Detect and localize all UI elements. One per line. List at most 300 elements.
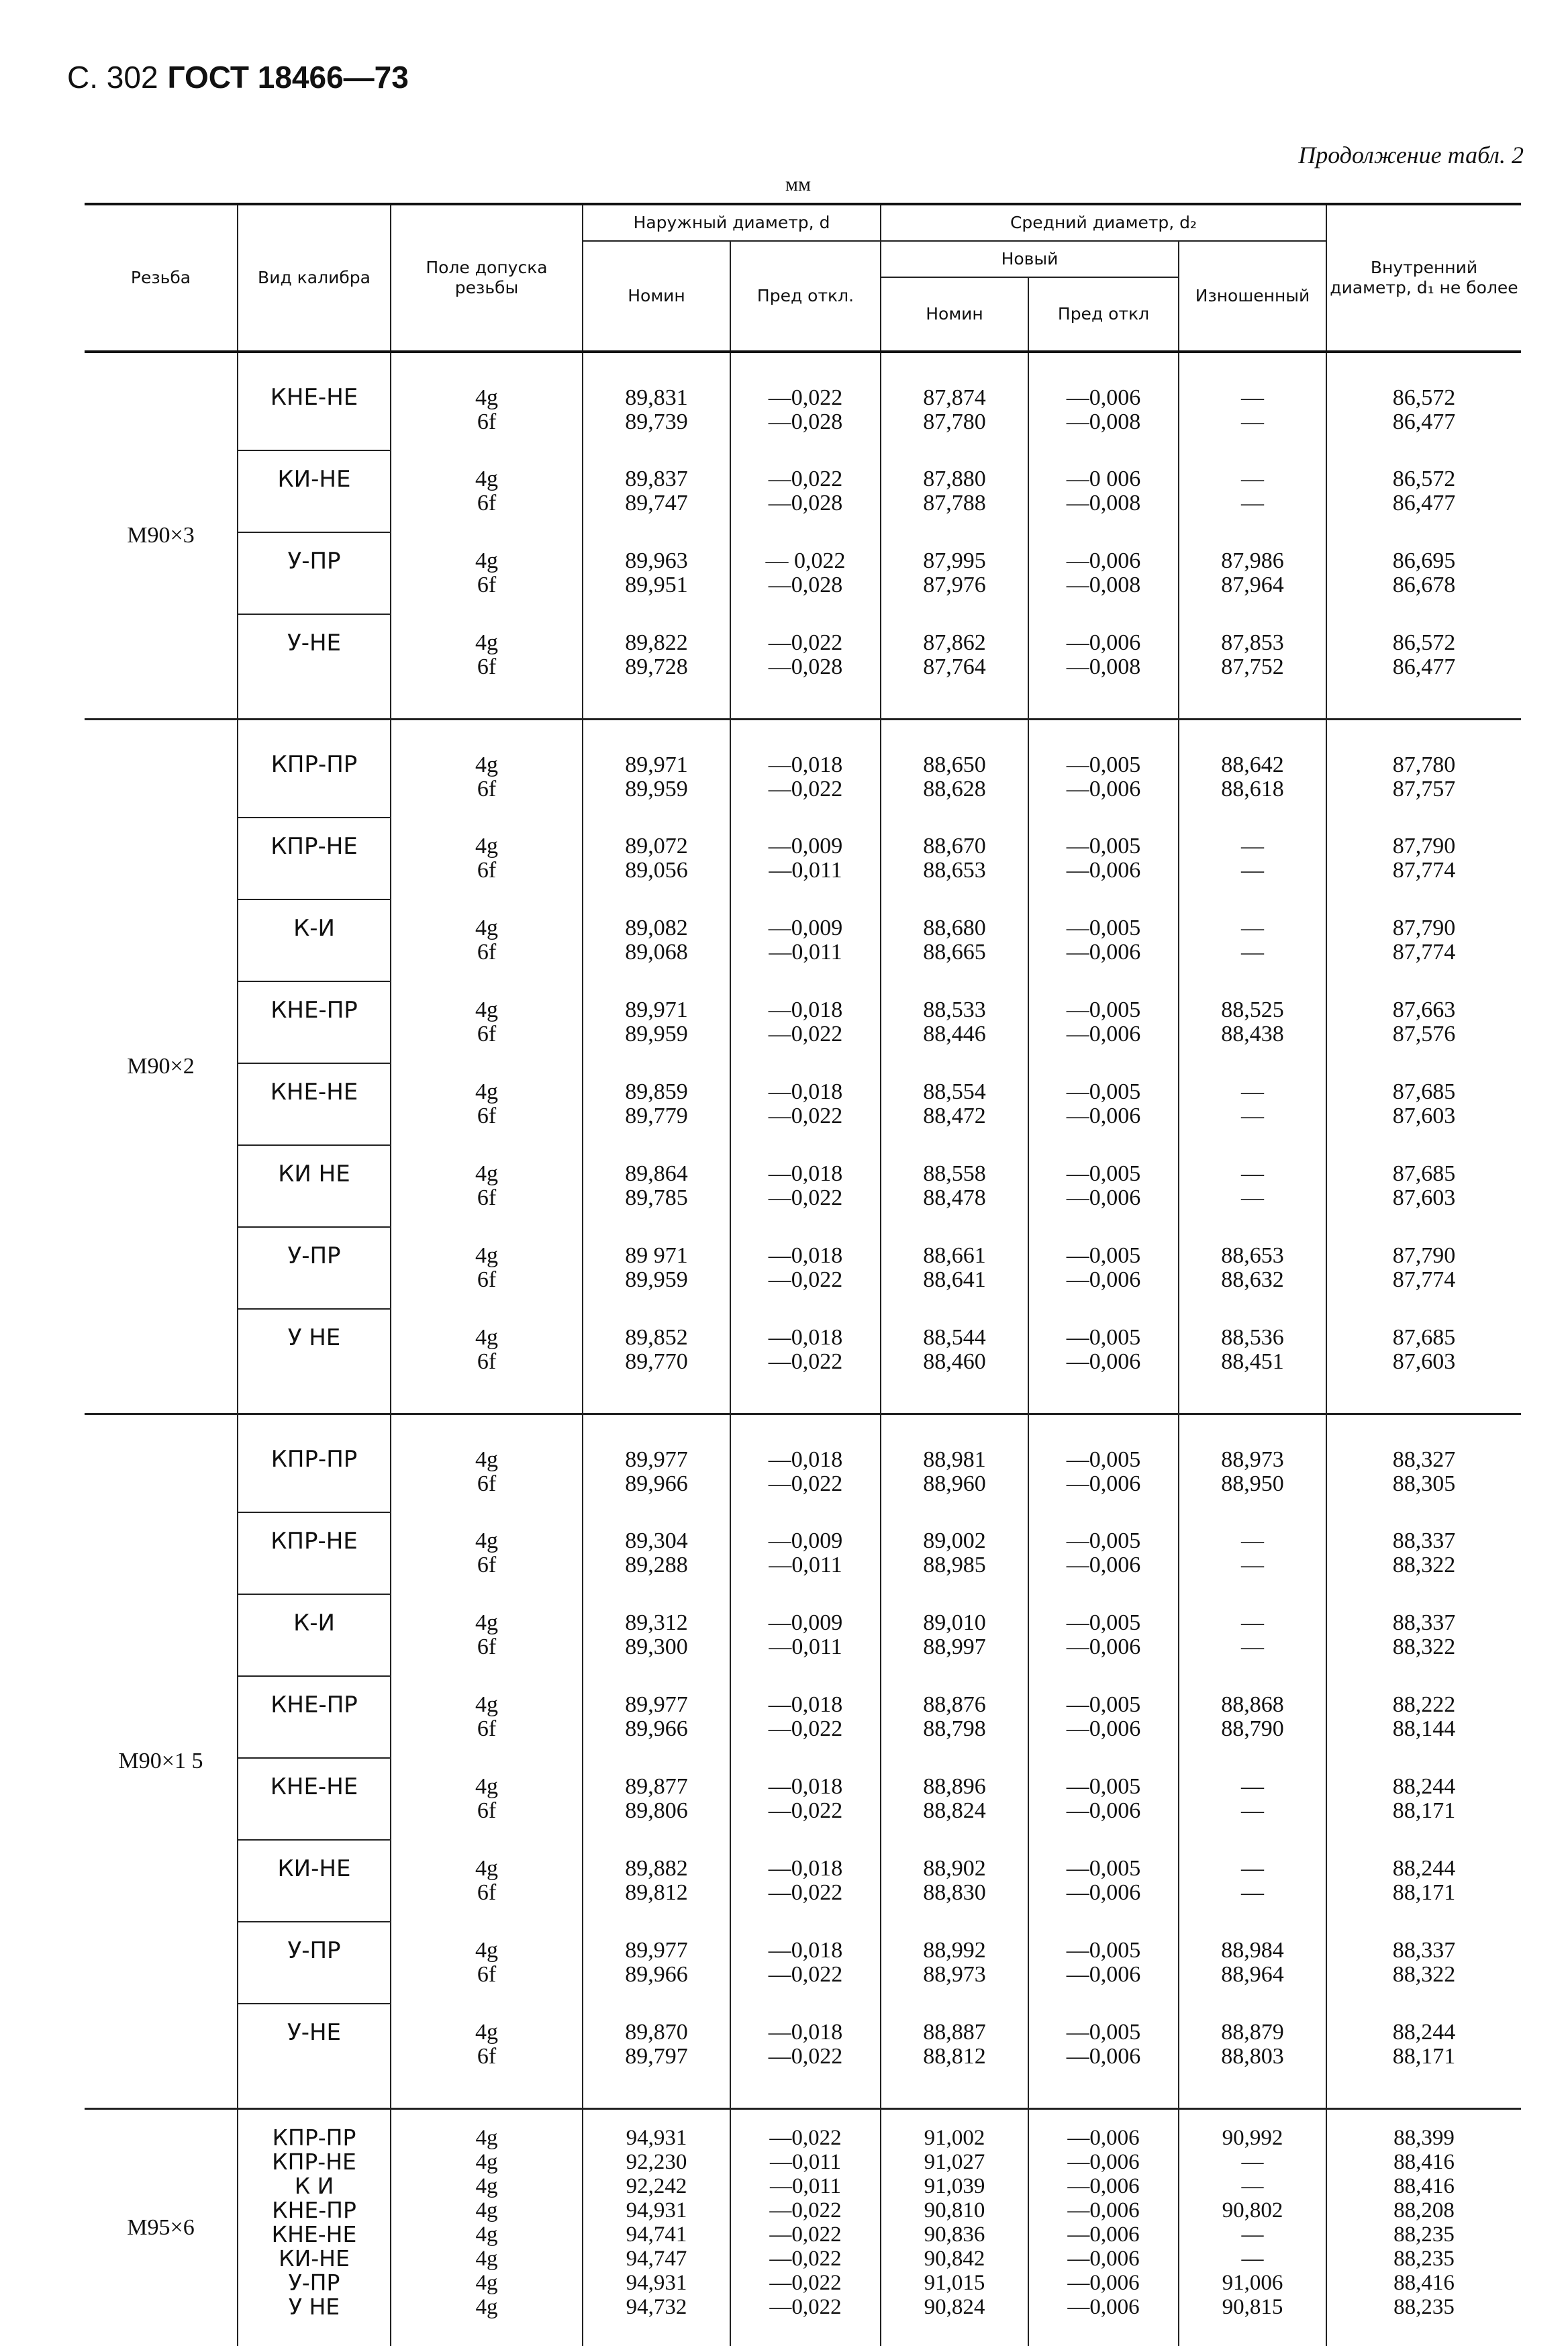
- inner-diameter-value: 88,171: [1393, 1798, 1456, 1823]
- inner-diameter-value: 88,416: [1393, 2174, 1455, 2198]
- mid-deviation-cell: [1028, 2271, 1179, 2295]
- inner-diameter-value: 88,337: [1393, 1938, 1456, 1963]
- outer-nominal-value: 89,072: [625, 834, 688, 859]
- inner-diameter-value: 86,695: [1393, 548, 1456, 573]
- mid-worn-value: —: [1241, 409, 1264, 434]
- mid-worn-cell: [1179, 1758, 1326, 1840]
- table-continuation-label: Продолжение табл. 2: [1298, 141, 1524, 169]
- gauge-type: КИ-НЕ: [238, 2247, 391, 2271]
- mid-worn-value: 88,984: [1221, 1938, 1284, 1963]
- mid-nominal-cell: [881, 2004, 1028, 2085]
- mid-deviation-value: —0,006: [1067, 630, 1141, 655]
- gauge-type: У НЕ: [238, 1309, 391, 1390]
- outer-nominal-value: 89,971: [625, 752, 688, 777]
- mid-deviation-value: —0,005: [1067, 997, 1141, 1022]
- inner-diameter-value: 88,322: [1393, 1553, 1456, 1577]
- mid-deviation-value: —0,005: [1067, 2020, 1141, 2045]
- outer-nominal-value: 89,959: [625, 1267, 688, 1292]
- mid-worn-cell: [1179, 1512, 1326, 1594]
- mid-deviation-value: —0,005: [1067, 834, 1141, 859]
- mid-worn-cell: [1179, 1431, 1326, 1512]
- inner-diameter-value: 88,322: [1393, 1962, 1456, 1987]
- tolerance-cell: [391, 818, 583, 899]
- outer-deviation-value: —0,018: [769, 997, 843, 1022]
- inner-diameter-cell: [1326, 1758, 1521, 1840]
- outer-deviation-cell: [730, 2271, 881, 2295]
- outer-nominal-value: 89,966: [625, 1716, 688, 1741]
- tolerance-value: 4g: [475, 916, 498, 940]
- outer-nominal-value: 89,977: [625, 1692, 688, 1717]
- table-row: [85, 1594, 1521, 1676]
- mid-deviation-value: —0,006: [1067, 2247, 1139, 2271]
- tolerance-value: 6f: [477, 1185, 496, 1210]
- mid-nominal-value: 88,824: [923, 1798, 986, 1823]
- tolerance-cell: [391, 614, 583, 695]
- outer-deviation-value: —0,028: [769, 409, 843, 434]
- mid-deviation-cell: [1028, 1922, 1179, 2004]
- mid-worn-value: 88,950: [1221, 1471, 1284, 1496]
- tolerance-value: 6f: [477, 1880, 496, 1905]
- tolerance-value: 6f: [477, 1716, 496, 1741]
- outer-nominal-value: 89,785: [625, 1185, 688, 1210]
- mid-nominal-cell: [881, 2150, 1028, 2174]
- mid-nominal-value: 91,002: [924, 2126, 985, 2150]
- outer-nominal-value: 89,288: [625, 1553, 688, 1577]
- inner-diameter-value: 87,685: [1393, 1079, 1456, 1104]
- thread-group: [85, 2109, 1521, 2346]
- mid-nominal-value: 88,472: [923, 1104, 986, 1128]
- inner-diameter-cell: [1326, 2271, 1521, 2295]
- mid-worn-cell: [1179, 1840, 1326, 1922]
- outer-nominal-value: 89,822: [625, 630, 688, 655]
- gauge-type: КНЕ-НЕ: [238, 1758, 391, 1840]
- outer-nominal-cell: [583, 736, 730, 818]
- tolerance-value: 4g: [476, 2198, 498, 2222]
- mid-worn-value: 88,525: [1221, 997, 1284, 1022]
- mid-nominal-value: 88,902: [923, 1856, 986, 1881]
- header-inner-diameter: Внутренний диаметр, d₁ не более: [1326, 204, 1521, 352]
- outer-nominal-value: 89,959: [625, 1022, 688, 1046]
- outer-deviation-value: —0,022: [769, 467, 843, 491]
- mid-worn-value: —: [1241, 1185, 1264, 1210]
- outer-nominal-cell: [583, 1922, 730, 2004]
- inner-diameter-cell: [1326, 1309, 1521, 1390]
- tolerance-value: 4g: [475, 1243, 498, 1268]
- mid-nominal-cell: [881, 1676, 1028, 1758]
- tolerance-value: 6f: [477, 409, 496, 434]
- mid-deviation-cell: [1028, 818, 1179, 899]
- tolerance-cell: [391, 1840, 583, 1922]
- mid-nominal-value: 87,764: [923, 654, 986, 679]
- mid-deviation-value: —0,005: [1067, 1447, 1141, 1472]
- outer-nominal-value: 89,739: [625, 409, 688, 434]
- inner-diameter-value: 87,774: [1393, 1267, 1456, 1292]
- mid-deviation-cell: [1028, 1145, 1179, 1227]
- mid-worn-cell: [1179, 1063, 1326, 1145]
- outer-deviation-cell: [730, 2247, 881, 2271]
- tolerance-cell: [391, 2247, 583, 2271]
- table-row: [85, 2247, 1521, 2271]
- outer-deviation-cell: [730, 369, 881, 450]
- outer-nominal-value: 89,966: [625, 1471, 688, 1496]
- inner-diameter-cell: [1326, 818, 1521, 899]
- table-row: [85, 2126, 1521, 2150]
- outer-deviation-value: —0,011: [769, 858, 842, 883]
- mid-worn-value: 87,964: [1221, 573, 1284, 597]
- outer-nominal-cell: [583, 1145, 730, 1227]
- tolerance-value: 4g: [476, 2150, 498, 2174]
- mid-nominal-cell: [881, 1145, 1028, 1227]
- mid-deviation-value: —0,006: [1067, 1022, 1141, 1046]
- mid-worn-value: 88,653: [1221, 1243, 1284, 1268]
- mid-deviation-cell: [1028, 532, 1179, 614]
- inner-diameter-cell: [1326, 2126, 1521, 2150]
- inner-diameter-value: 87,790: [1393, 834, 1456, 859]
- thread-designation: M90×2: [85, 720, 238, 1414]
- outer-nominal-cell: [583, 2126, 730, 2150]
- table-row: [85, 1758, 1521, 1840]
- mid-deviation-value: —0,006: [1067, 2295, 1139, 2319]
- outer-deviation-cell: [730, 899, 881, 981]
- mid-worn-value: —: [1241, 1634, 1264, 1659]
- outer-nominal-value: 89,056: [625, 858, 688, 883]
- table-row: [85, 2295, 1521, 2319]
- table-row: [85, 2198, 1521, 2222]
- outer-nominal-value: 92,242: [626, 2174, 687, 2198]
- mid-worn-value: 87,853: [1221, 630, 1284, 655]
- mid-worn-cell: [1179, 1594, 1326, 1676]
- mid-deviation-value: —0,005: [1067, 916, 1141, 940]
- inner-diameter-value: 88,171: [1393, 1880, 1456, 1905]
- mid-nominal-value: 88,558: [923, 1161, 986, 1186]
- mid-nominal-value: 88,830: [923, 1880, 986, 1905]
- outer-deviation-value: —0,011: [769, 1553, 842, 1577]
- mid-worn-value: —: [1242, 2150, 1264, 2174]
- mid-worn-cell: [1179, 1676, 1326, 1758]
- tolerance-value: 6f: [477, 1553, 496, 1577]
- tolerance-cell: [391, 1512, 583, 1594]
- mid-worn-cell: [1179, 736, 1326, 818]
- inner-diameter-cell: [1326, 1840, 1521, 1922]
- mid-deviation-cell: [1028, 1758, 1179, 1840]
- mid-worn-value: —: [1241, 1798, 1264, 1823]
- tolerance-cell: [391, 1227, 583, 1309]
- table-row: [85, 1227, 1521, 1309]
- outer-deviation-value: —0,009: [769, 1528, 843, 1553]
- outer-nominal-value: 89,300: [625, 1634, 688, 1659]
- mid-nominal-value: 91,015: [924, 2271, 985, 2295]
- outer-nominal-value: 94,931: [626, 2198, 687, 2222]
- gauge-type: К И: [238, 2174, 391, 2198]
- outer-deviation-cell: [730, 1227, 881, 1309]
- mid-deviation-cell: [1028, 2004, 1179, 2085]
- outer-deviation-cell: [730, 2198, 881, 2222]
- outer-deviation-cell: [730, 1922, 881, 2004]
- inner-diameter-cell: [1326, 1922, 1521, 2004]
- mid-deviation-value: —0,006: [1067, 1634, 1141, 1659]
- mid-deviation-cell: [1028, 1840, 1179, 1922]
- tolerance-value: 6f: [477, 940, 496, 965]
- outer-nominal-value: 89,877: [625, 1774, 688, 1799]
- mid-nominal-value: 88,973: [923, 1962, 986, 1987]
- tolerance-cell: [391, 1758, 583, 1840]
- outer-nominal-value: 89,966: [625, 1962, 688, 1987]
- table-row: [85, 2150, 1521, 2174]
- mid-deviation-value: —0,005: [1067, 1079, 1141, 1104]
- tolerance-value: 4g: [476, 2222, 498, 2247]
- mid-nominal-value: 88,554: [923, 1079, 986, 1104]
- outer-nominal-cell: [583, 450, 730, 532]
- mid-deviation-value: —0,006: [1067, 2174, 1139, 2198]
- header-new: Новый: [881, 241, 1179, 277]
- mid-nominal-value: 89,002: [923, 1528, 986, 1553]
- mid-nominal-cell: [881, 2247, 1028, 2271]
- mid-deviation-value: —0,005: [1067, 1938, 1141, 1963]
- mid-worn-cell: [1179, 450, 1326, 532]
- gauge-type: У-ПР: [238, 532, 391, 614]
- inner-diameter-cell: [1326, 614, 1521, 695]
- inner-diameter-value: 87,757: [1393, 777, 1456, 801]
- mid-deviation-cell: [1028, 2150, 1179, 2174]
- outer-nominal-value: 89,837: [625, 467, 688, 491]
- outer-nominal-cell: [583, 981, 730, 1063]
- outer-deviation-value: —0,022: [769, 777, 843, 801]
- gauge-type: КНЕ-НЕ: [238, 1063, 391, 1145]
- tolerance-cell: [391, 736, 583, 818]
- mid-deviation-value: —0,006: [1067, 1185, 1141, 1210]
- mid-nominal-cell: [881, 614, 1028, 695]
- header-outer-deviation: Пред откл.: [730, 241, 881, 352]
- mid-nominal-cell: [881, 1431, 1028, 1512]
- outer-nominal-cell: [583, 1227, 730, 1309]
- mid-nominal-cell: [881, 818, 1028, 899]
- outer-nominal-value: 89,859: [625, 1079, 688, 1104]
- mid-nominal-value: 89,010: [923, 1610, 986, 1635]
- mid-worn-value: —: [1241, 1528, 1264, 1553]
- inner-diameter-value: 88,399: [1393, 2126, 1455, 2150]
- outer-deviation-cell: [730, 1145, 881, 1227]
- mid-nominal-value: 88,997: [923, 1634, 986, 1659]
- mid-nominal-value: 87,995: [923, 548, 986, 573]
- mid-nominal-value: 87,874: [923, 385, 986, 410]
- outer-nominal-value: 89,959: [625, 777, 688, 801]
- mid-nominal-value: 91,039: [924, 2174, 985, 2198]
- mid-deviation-value: —0,006: [1067, 1349, 1141, 1374]
- outer-deviation-cell: [730, 1594, 881, 1676]
- mid-deviation-value: —0,006: [1067, 2044, 1141, 2069]
- outer-nominal-cell: [583, 818, 730, 899]
- tolerance-cell: [391, 1922, 583, 2004]
- outer-deviation-cell: [730, 2004, 881, 2085]
- mid-worn-value: —: [1241, 1079, 1264, 1104]
- table-row: [85, 614, 1521, 695]
- tolerance-value: 6f: [477, 1022, 496, 1046]
- outer-deviation-value: —0,018: [769, 1856, 843, 1881]
- table-row: [85, 1063, 1521, 1145]
- gauge-type: У-НЕ: [238, 2004, 391, 2085]
- mid-deviation-cell: [1028, 2174, 1179, 2198]
- outer-nominal-value: 89,304: [625, 1528, 688, 1553]
- mid-deviation-value: —0,008: [1067, 491, 1141, 516]
- tolerance-value: 6f: [477, 1104, 496, 1128]
- mid-deviation-value: —0,006: [1067, 2222, 1139, 2247]
- inner-diameter-value: 87,576: [1393, 1022, 1456, 1046]
- outer-nominal-cell: [583, 2174, 730, 2198]
- mid-deviation-cell: [1028, 450, 1179, 532]
- gauge-type: КИ НЕ: [238, 1145, 391, 1227]
- thread-group: [85, 352, 1521, 720]
- tolerance-value: 4g: [475, 1161, 498, 1186]
- mid-nominal-cell: [881, 2271, 1028, 2295]
- mid-worn-value: —: [1242, 2222, 1264, 2247]
- inner-diameter-value: 86,477: [1393, 654, 1456, 679]
- gauge-type: У-ПР: [238, 2271, 391, 2295]
- mid-nominal-cell: [881, 2295, 1028, 2319]
- outer-deviation-cell: [730, 2126, 881, 2150]
- gauge-type: КПР-ПР: [238, 1431, 391, 1512]
- mid-worn-value: 90,815: [1222, 2295, 1283, 2319]
- outer-nominal-cell: [583, 1512, 730, 1594]
- mid-nominal-value: 88,680: [923, 916, 986, 940]
- inner-diameter-value: 87,774: [1393, 940, 1456, 965]
- outer-nominal-value: 89,770: [625, 1349, 688, 1374]
- table-row: [85, 818, 1521, 899]
- mid-nominal-value: 88,533: [923, 997, 986, 1022]
- gauge-type: КИ-НЕ: [238, 450, 391, 532]
- outer-deviation-value: —0,018: [769, 752, 843, 777]
- mid-nominal-cell: [881, 1227, 1028, 1309]
- outer-deviation-value: —0,022: [769, 1962, 843, 1987]
- inner-diameter-value: 88,416: [1393, 2150, 1455, 2174]
- table-header: [85, 204, 1521, 352]
- outer-nominal-value: 89,977: [625, 1447, 688, 1472]
- outer-deviation-cell: [730, 614, 881, 695]
- tolerance-value: 4g: [475, 2020, 498, 2045]
- table-row: [85, 899, 1521, 981]
- outer-deviation-value: —0,018: [769, 1079, 843, 1104]
- mid-nominal-cell: [881, 2126, 1028, 2150]
- mid-nominal-value: 88,641: [923, 1267, 986, 1292]
- mid-worn-value: —: [1241, 834, 1264, 859]
- outer-deviation-cell: [730, 1758, 881, 1840]
- mid-nominal-value: 88,661: [923, 1243, 986, 1268]
- outer-deviation-value: —0,011: [770, 2174, 841, 2198]
- mid-worn-cell: [1179, 2295, 1326, 2319]
- mid-worn-value: —: [1241, 1856, 1264, 1881]
- mid-worn-cell: [1179, 981, 1326, 1063]
- tolerance-value: 6f: [477, 654, 496, 679]
- outer-deviation-value: —0,018: [769, 1447, 843, 1472]
- outer-nominal-value: 89,977: [625, 1938, 688, 1963]
- inner-diameter-cell: [1326, 1063, 1521, 1145]
- inner-diameter-cell: [1326, 2198, 1521, 2222]
- inner-diameter-value: 88,337: [1393, 1528, 1456, 1553]
- mid-nominal-cell: [881, 736, 1028, 818]
- mid-worn-value: —: [1242, 2174, 1264, 2198]
- mid-worn-value: 88,438: [1221, 1022, 1284, 1046]
- mid-nominal-value: 88,981: [923, 1447, 986, 1472]
- tolerance-cell: [391, 532, 583, 614]
- outer-deviation-cell: [730, 2295, 881, 2319]
- gauge-dimensions-table: [85, 203, 1521, 2346]
- outer-nominal-cell: [583, 2198, 730, 2222]
- mid-deviation-cell: [1028, 1431, 1179, 1512]
- mid-worn-value: —: [1241, 467, 1264, 491]
- mid-deviation-cell: [1028, 736, 1179, 818]
- tolerance-value: 6f: [477, 1634, 496, 1659]
- mid-nominal-value: 88,460: [923, 1349, 986, 1374]
- mid-worn-cell: [1179, 2271, 1326, 2295]
- outer-deviation-cell: [730, 2174, 881, 2198]
- mid-worn-cell: [1179, 2174, 1326, 2198]
- outer-deviation-value: —0,022: [769, 2271, 841, 2295]
- mid-nominal-value: 88,985: [923, 1553, 986, 1577]
- mid-deviation-cell: [1028, 2126, 1179, 2150]
- mid-worn-cell: [1179, 1922, 1326, 2004]
- mid-deviation-value: —0,008: [1067, 654, 1141, 679]
- outer-nominal-cell: [583, 1309, 730, 1390]
- mid-deviation-value: —0,006: [1067, 1471, 1141, 1496]
- outer-nominal-value: 89,747: [625, 491, 688, 516]
- thread-group: [85, 1414, 1521, 2109]
- table-row: [85, 1145, 1521, 1227]
- outer-nominal-cell: [583, 1676, 730, 1758]
- mid-deviation-value: —0,005: [1067, 1528, 1141, 1553]
- inner-diameter-value: 88,305: [1393, 1471, 1456, 1496]
- outer-deviation-value: —0,018: [769, 1774, 843, 1799]
- outer-nominal-cell: [583, 2271, 730, 2295]
- tolerance-value: 6f: [477, 491, 496, 516]
- outer-nominal-value: 89,312: [625, 1610, 688, 1635]
- outer-nominal-value: 89,082: [625, 916, 688, 940]
- outer-nominal-value: 89,797: [625, 2044, 688, 2069]
- standard-number: ГОСТ 18466—73: [168, 60, 409, 95]
- mid-deviation-value: —0,005: [1067, 1610, 1141, 1635]
- tolerance-cell: [391, 1594, 583, 1676]
- tolerance-value: 4g: [475, 1774, 498, 1799]
- inner-diameter-cell: [1326, 2295, 1521, 2319]
- gauge-type: КНЕ-НЕ: [238, 2222, 391, 2247]
- tolerance-cell: [391, 1431, 583, 1512]
- tolerance-cell: [391, 2295, 583, 2319]
- table-row: [85, 1676, 1521, 1758]
- mid-nominal-value: 88,876: [923, 1692, 986, 1717]
- thread-designation: М95×6: [85, 2109, 238, 2346]
- outer-deviation-value: —0,028: [769, 654, 843, 679]
- gauge-type: КПР-НЕ: [238, 1512, 391, 1594]
- inner-diameter-value: 88,144: [1393, 1716, 1456, 1741]
- inner-diameter-cell: [1326, 1227, 1521, 1309]
- mid-nominal-value: 88,650: [923, 752, 986, 777]
- thread-designation: M90×1 5: [85, 1414, 238, 2109]
- mid-worn-value: —: [1241, 491, 1264, 516]
- outer-deviation-value: —0,022: [769, 1267, 843, 1292]
- outer-deviation-value: —0,022: [769, 2295, 841, 2319]
- outer-deviation-cell: [730, 736, 881, 818]
- inner-diameter-value: 87,603: [1393, 1349, 1456, 1374]
- outer-deviation-cell: [730, 981, 881, 1063]
- tolerance-value: 4g: [476, 2271, 498, 2295]
- header-gauge-type: Вид калибра: [238, 204, 391, 352]
- mid-deviation-value: —0,006: [1067, 1553, 1141, 1577]
- table-row: [85, 1512, 1521, 1594]
- table-row: [85, 2271, 1521, 2295]
- mid-worn-value: 88,868: [1221, 1692, 1284, 1717]
- mid-worn-cell: [1179, 2247, 1326, 2271]
- inner-diameter-cell: [1326, 1512, 1521, 1594]
- inner-diameter-value: 86,572: [1393, 385, 1456, 410]
- mid-nominal-value: 87,780: [923, 409, 986, 434]
